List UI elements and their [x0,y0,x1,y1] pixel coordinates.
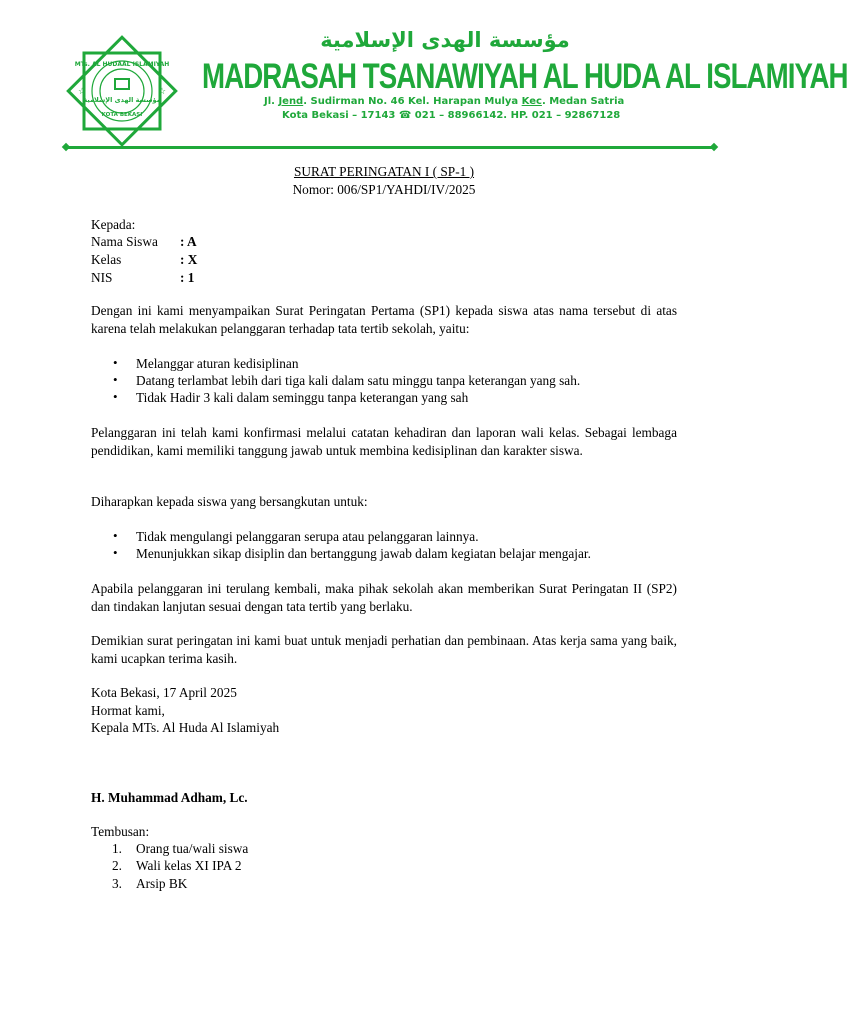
address-kec: Kec [521,96,542,107]
bullet-icon: • [113,389,118,404]
field-value-class: : X [180,252,198,267]
school-name: MADRASAH TSANAWIYAH AL HUDA AL ISLAMIYAH [202,56,848,96]
cc-label: Tembusan: [91,824,150,839]
field-value-name: : A [180,234,197,249]
cc-number: 2. [112,858,122,873]
recipient-label: Kepada: [91,217,136,232]
letterhead-divider [66,146,714,149]
intro-paragraph: Dengan ini kami menyampaikan Surat Peringatan Pertama (SP1) kepada siswa atas nama tersebut di atas karena telah melakukan pelanggaran terhadap tata tertib sekolah, yaitu: [91,303,677,336]
address-middle: . Sudirman No. 46 Kel. Harapan Mulya [303,96,522,107]
school-address [264,96,624,107]
logo-arabic-text: مؤسسة الهدى الإسلامية [83,96,161,104]
cc-item: Orang tua/wali siswa [136,841,249,856]
address-jend: Jend [278,96,304,107]
cc-number: 3. [112,876,122,891]
cc-item: Wali kelas XI IPA 2 [136,858,242,873]
expectation-intro: Diharapkan kepada siswa yang bersangkutan untuk: [91,494,368,509]
cc-number: 1. [112,841,122,856]
school-logo [58,40,186,142]
place-date: Kota Bekasi, 17 April 2025 [91,685,237,700]
letter-number: Nomor: 006/SP1/YAHDI/IV/2025 [292,182,476,197]
violation-item: Datang terlambat lebih dari tiga kali dalam satu minggu tanpa keterangan yang sah. [136,373,581,388]
foundation-arabic-name: مؤسسة الهدى الإسلامية [320,28,570,52]
field-label-nis: NIS [91,270,113,285]
violation-item: Tidak Hadir 3 kali dalam seminggu tanpa keterangan yang sah [136,390,469,405]
star-icon: ☆ [157,86,167,96]
school-contact: Kota Bekasi – 17143 ☎ 021 – 88966142. HP. 021 – 92867128 [282,110,621,121]
expectation-item: Tidak mengulangi pelanggaran serupa atau pelanggaran lainnya. [136,529,479,544]
bullet-icon: • [113,355,118,370]
logo-top-text: MTs. AL HUDAAL ISLAMIYAH [74,61,170,68]
violation-item: Melanggar aturan kedisiplinan [136,356,299,371]
bullet-icon: • [113,528,118,543]
closing-paragraph: Demikian surat peringatan ini kami buat untuk menjadi perhatian dan pembinaan. Atas kerja sama yang baik, kami ucapkan terima kasih. [91,633,677,666]
expectation-item: Menunjukkan sikap disiplin dan bertanggung jawab dalam kegiatan belajar mengajar. [136,546,591,561]
bullet-icon: • [113,372,118,387]
bullet-icon: • [113,545,118,560]
cc-item: Arsip BK [136,876,188,891]
address-prefix: Jl. [264,96,279,107]
address-suffix: . Medan Satria [541,96,625,107]
field-label-name: Nama Siswa [91,234,158,249]
logo-bottom-text: KOTA BEKASI [101,112,143,118]
confirmation-paragraph: Pelanggaran ini telah kami konfirmasi melalui catatan kehadiran dan laporan wali kelas. Sebagai lembaga pendidikan, kami memiliki tanggung jawab untuk membina kedisiplinan dan karakter siswa. [91,425,677,458]
consequence-paragraph: Apabila pelanggaran ini terulang kembali, maka pihak sekolah akan memberikan Surat Peringatan II (SP2) dan tindakan lanjutan sesuai dengan tata tertib yang berlaku. [91,581,677,614]
regards: Hormat kami, [91,703,165,718]
star-icon: ☆ [77,86,87,96]
field-value-nis: : 1 [180,270,195,285]
signatory-name: H. Muhammad Adham, Lc. [91,790,248,805]
letter-title: SURAT PERINGATAN I ( SP-1 ) [293,164,475,179]
field-label-class: Kelas [91,252,122,267]
signatory-position: Kepala MTs. Al Huda Al Islamiyah [91,720,280,735]
